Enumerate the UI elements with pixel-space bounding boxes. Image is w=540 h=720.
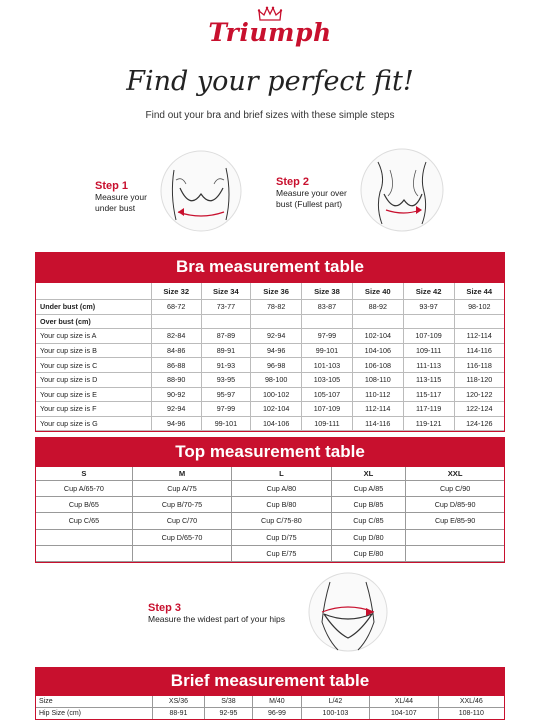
table-cell: 98-102 xyxy=(454,300,504,315)
table-row xyxy=(36,513,504,529)
brand-logo xyxy=(0,6,540,47)
table-cell: 100-103 xyxy=(301,708,369,720)
table-cell: 100-102 xyxy=(251,387,302,402)
table-cell: 95-97 xyxy=(201,387,251,402)
table-cell: Cup B/70-75 xyxy=(132,497,231,513)
table-cell: 90-92 xyxy=(151,387,201,402)
table-cell: 87-89 xyxy=(201,329,251,344)
table-row xyxy=(36,708,504,720)
table-cell xyxy=(151,314,201,329)
row-label: Under bust (cm) xyxy=(36,300,151,315)
row-label: Your cup size is D xyxy=(36,372,151,387)
table-cell: Cup C/75-80 xyxy=(232,513,331,529)
table-cell: Cup D/65-70 xyxy=(132,529,231,545)
column-header: Size 38 xyxy=(302,283,353,300)
table-cell: 83-87 xyxy=(302,300,353,315)
table-cell xyxy=(201,314,251,329)
table-cell: Cup E/85-90 xyxy=(406,513,504,529)
step-2-text-line: bust (Fullest part) xyxy=(276,198,343,209)
table-row xyxy=(36,314,504,329)
column-header: Size 44 xyxy=(454,283,504,300)
column-header: XXL xyxy=(406,467,504,481)
table-cell: 119-121 xyxy=(403,416,454,431)
table-cell: 92-94 xyxy=(151,402,201,417)
table-cell: Cup D/80 xyxy=(331,529,406,545)
table-cell xyxy=(454,314,504,329)
row-label: Your cup size is B xyxy=(36,343,151,358)
table-cell: 114-116 xyxy=(352,416,403,431)
table-cell xyxy=(302,314,353,329)
underbust-illustration-icon xyxy=(160,150,242,232)
table-cell: 78-82 xyxy=(251,300,302,315)
brief-table-title: Brief measurement table xyxy=(35,667,505,695)
table-row xyxy=(36,358,504,373)
column-header: M xyxy=(132,467,231,481)
table-cell: 89-91 xyxy=(201,343,251,358)
overbust-illustration-icon xyxy=(360,148,444,232)
table-cell: 106-108 xyxy=(352,358,403,373)
table-row xyxy=(36,387,504,402)
table-cell: 92-94 xyxy=(251,329,302,344)
column-header xyxy=(36,283,151,300)
top-measurement-table xyxy=(35,466,505,563)
top-table-title: Top measurement table xyxy=(35,437,505,466)
row-label: Your cup size is A xyxy=(36,329,151,344)
table-cell: Cup A/75 xyxy=(132,481,231,497)
table-cell xyxy=(36,529,132,545)
table-cell: 84-86 xyxy=(151,343,201,358)
step-1-text-line: under bust xyxy=(95,202,136,213)
table-cell: 96-99 xyxy=(253,708,301,720)
table-cell: 92-95 xyxy=(204,708,252,720)
table-cell: S/38 xyxy=(204,696,252,708)
column-header: XL xyxy=(331,467,406,481)
step-3-text-line: Measure the widest part of your hips xyxy=(148,614,286,624)
table-cell: 96-98 xyxy=(251,358,302,373)
table-cell: Cup C/85 xyxy=(331,513,406,529)
table-cell: 116-118 xyxy=(454,358,504,373)
table-cell: 94-96 xyxy=(151,416,201,431)
step-1 xyxy=(95,180,147,213)
column-header: Size 34 xyxy=(201,283,251,300)
column-header: L xyxy=(232,467,331,481)
table-cell: 88-92 xyxy=(352,300,403,315)
table-cell xyxy=(352,314,403,329)
table-cell: 93-95 xyxy=(201,372,251,387)
table-cell: 115-117 xyxy=(403,387,454,402)
table-cell: 102-104 xyxy=(251,402,302,417)
table-cell: 110-112 xyxy=(352,387,403,402)
table-row xyxy=(36,416,504,431)
table-cell: Cup E/80 xyxy=(331,545,406,561)
row-label: Your cup size is F xyxy=(36,402,151,417)
row-label: Hip Size (cm) xyxy=(36,708,153,720)
row-label: Your cup size is C xyxy=(36,358,151,373)
table-cell: L/42 xyxy=(301,696,369,708)
step-1-title: Step 1 xyxy=(95,180,129,192)
table-cell: 122-124 xyxy=(454,402,504,417)
table-cell: Cup D/75 xyxy=(232,529,331,545)
table-cell: Cup B/80 xyxy=(232,497,331,513)
step-3-title: Step 3 xyxy=(148,602,182,614)
table-cell: XL/44 xyxy=(370,696,438,708)
table-cell: 73-77 xyxy=(201,300,251,315)
table-cell: 98-100 xyxy=(251,372,302,387)
brand-name: Triumph xyxy=(208,18,332,47)
table-cell: 97-99 xyxy=(201,402,251,417)
table-cell: Cup A/80 xyxy=(232,481,331,497)
table-cell: 102-104 xyxy=(352,329,403,344)
table-row xyxy=(36,696,504,708)
row-label: Your cup size is E xyxy=(36,387,151,402)
table-cell xyxy=(251,314,302,329)
step-3 xyxy=(148,602,285,625)
table-cell: 113-115 xyxy=(403,372,454,387)
table-row xyxy=(36,300,504,315)
table-cell: 86-88 xyxy=(151,358,201,373)
table-cell: 108-110 xyxy=(458,710,484,717)
table-cell: Cup E/75 xyxy=(232,545,331,561)
table-cell: 109-111 xyxy=(302,416,353,431)
table-cell: 105-107 xyxy=(302,387,353,402)
table-cell: 107-109 xyxy=(403,329,454,344)
column-header: Size 42 xyxy=(403,283,454,300)
table-cell: 108-110 xyxy=(352,372,403,387)
table-cell: Cup A/65-70 xyxy=(36,481,132,497)
table-cell: 107-109 xyxy=(302,402,353,417)
table-cell: 91-93 xyxy=(201,358,251,373)
table-cell: Cup C/70 xyxy=(132,513,231,529)
table-cell xyxy=(36,545,132,561)
step-1-text-line: Measure your xyxy=(95,192,147,202)
table-cell: 104-107 xyxy=(370,708,438,720)
table-cell: XS/36 xyxy=(153,696,204,708)
table-cell: 99-101 xyxy=(302,343,353,358)
row-label: Your cup size is G xyxy=(36,416,151,431)
table-cell: 112-114 xyxy=(454,329,504,344)
column-header: S xyxy=(36,467,132,481)
table-cell: Cup C/65 xyxy=(36,513,132,529)
table-cell: 118-120 xyxy=(454,372,504,387)
table-cell xyxy=(406,545,504,561)
table-row xyxy=(36,497,504,513)
table-cell: 97-99 xyxy=(302,329,353,344)
table-cell: 101-103 xyxy=(302,358,353,373)
table-row xyxy=(36,343,504,358)
table-cell: 124-126 xyxy=(454,416,504,431)
table-row xyxy=(36,372,504,387)
table-cell: 88-91 xyxy=(153,708,204,720)
row-label: Over bust (cm) xyxy=(36,314,151,329)
table-cell: M/40 xyxy=(253,696,301,708)
table-row xyxy=(36,402,504,417)
step-2-text-line: Measure your over xyxy=(276,188,347,198)
page-headline: Find your perfect fit! xyxy=(126,66,414,97)
table-cell: Cup C/90 xyxy=(406,481,504,497)
table-cell: 82-84 xyxy=(151,329,201,344)
table-cell: 104-106 xyxy=(352,343,403,358)
bra-table-title: Bra measurement table xyxy=(35,252,505,282)
row-label: Size xyxy=(36,696,153,708)
table-cell: XXL/46 xyxy=(438,696,504,708)
table-cell: 93-97 xyxy=(403,300,454,315)
table-row xyxy=(36,529,504,545)
step-2-title: Step 2 xyxy=(276,176,310,188)
table-cell: 117-119 xyxy=(403,402,454,417)
table-header-row xyxy=(36,467,504,481)
bra-measurement-table xyxy=(35,282,505,432)
table-cell: 109-111 xyxy=(403,343,454,358)
table-row xyxy=(36,329,504,344)
table-cell: Cup A/85 xyxy=(331,481,406,497)
table-cell: 68-72 xyxy=(151,300,201,315)
table-cell: Cup B/85 xyxy=(331,497,406,513)
page-subtitle: Find out your bra and brief sizes with these simple steps xyxy=(145,110,395,121)
table-cell xyxy=(406,529,504,545)
table-cell: Cup B/65 xyxy=(36,497,132,513)
column-header: Size 32 xyxy=(151,283,201,300)
table-cell xyxy=(132,545,231,561)
brief-measurement-table xyxy=(35,695,505,720)
table-row xyxy=(36,481,504,497)
table-cell: 111-113 xyxy=(403,358,454,373)
column-header: Size 36 xyxy=(251,283,302,300)
column-header: Size 40 xyxy=(352,283,403,300)
table-cell: 103-105 xyxy=(302,372,353,387)
table-cell: 112-114 xyxy=(352,402,403,417)
step-2 xyxy=(276,176,347,209)
table-cell: 120-122 xyxy=(454,387,504,402)
table-row xyxy=(36,545,504,561)
table-header-row xyxy=(36,283,504,300)
table-cell: 114-116 xyxy=(454,343,504,358)
table-cell: Cup D/85-90 xyxy=(406,497,504,513)
table-cell: 104-106 xyxy=(251,416,302,431)
table-cell xyxy=(403,314,454,329)
table-cell: 88-90 xyxy=(151,372,201,387)
hip-illustration-icon xyxy=(308,572,388,652)
table-cell: 94-96 xyxy=(251,343,302,358)
table-cell: 99-101 xyxy=(201,416,251,431)
